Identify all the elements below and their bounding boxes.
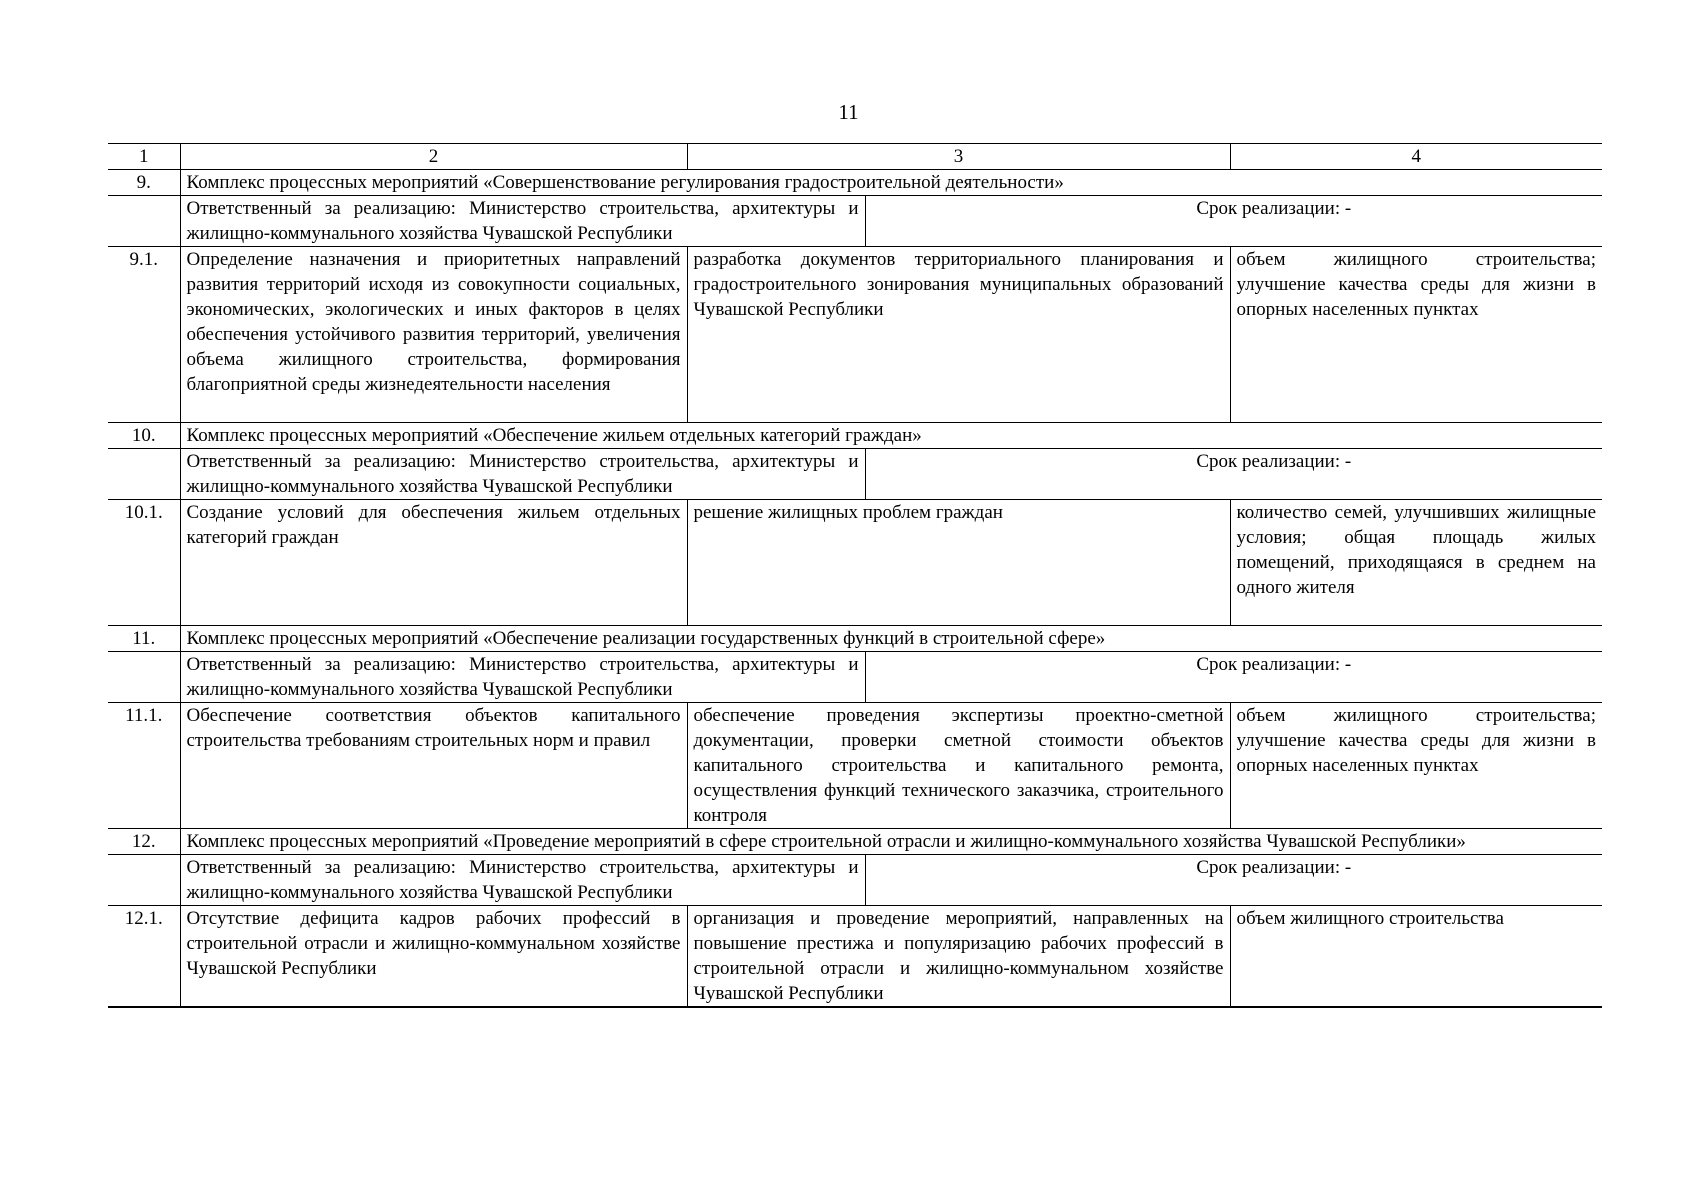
responsible-row [108,196,1602,247]
section-title-row [108,423,1602,449]
table-header-row [108,144,1602,170]
responsible-text: Ответственный за реализацию: Министерство строительства, архитектуры и жилищно-коммунального хозяйства Чувашской Республики [181,855,866,905]
indicator-cell: объем жилищного строительства; улучшение качества среды для жизни в опорных населенных пунктах [1230,247,1602,423]
indicator-cell: объем жилищного строительства [1230,906,1602,1008]
column-header-3: 3 [687,144,1230,170]
page-number: 11 [838,100,859,124]
term-text: Срок реализации: - [1196,198,1352,219]
responsible-row [108,652,1602,703]
effect-cell: разработка документов территориального планирования и градостроительного зонирования муниципальных образований Чувашской Республики [687,247,1230,423]
empty-cell [108,196,180,247]
section-number: 11. [108,626,180,652]
term-text: Срок реализации: - [1196,857,1352,878]
section-title-row [108,626,1602,652]
column-header-4: 4 [1230,144,1602,170]
responsible-text: Ответственный за реализацию: Министерство строительства, архитектуры и жилищно-коммунального хозяйства Чувашской Республики [181,449,866,499]
table-row [108,500,1602,626]
section-number: 9. [108,170,180,196]
section-title-row [108,829,1602,855]
table-row [108,703,1602,829]
responsible-row [108,449,1602,500]
responsible-cell [180,449,1602,500]
empty-cell [108,855,180,906]
term-text: Срок реализации: - [1196,451,1352,472]
section-number: 10. [108,423,180,449]
section-title: Комплекс процессных мероприятий «Обеспечение жильем отдельных категорий граждан» [180,423,1602,449]
task-cell: Отсутствие дефицита кадров рабочих профессий в строительной отрасли и жилищно-коммунальном хозяйстве Чувашской Республики [180,906,687,1008]
item-number: 10.1. [108,500,180,626]
responsible-row [108,855,1602,906]
responsible-text: Ответственный за реализацию: Министерство строительства, архитектуры и жилищно-коммунального хозяйства Чувашской Республики [181,652,866,702]
column-header-1: 1 [108,144,180,170]
responsible-cell [180,652,1602,703]
section-title: Комплекс процессных мероприятий «Совершенствование регулирования градостроительной деятельности» [180,170,1602,196]
indicator-cell: объем жилищного строительства; улучшение качества среды для жизни в опорных населенных пунктах [1230,703,1602,829]
responsible-text: Ответственный за реализацию: Министерство строительства, архитектуры и жилищно-коммунального хозяйства Чувашской Республики [181,196,866,246]
indicator-cell: количество семей, улучшивших жилищные условия; общая площадь жилых помещений, приходящаяся в среднем на одного жителя [1230,500,1602,626]
empty-cell [108,449,180,500]
item-number: 11.1. [108,703,180,829]
table-row [108,247,1602,423]
measures-table [108,143,1602,1008]
empty-cell [108,652,180,703]
section-title: Комплекс процессных мероприятий «Обеспечение реализации государственных функций в строительной сфере» [180,626,1602,652]
term-text: Срок реализации: - [1196,654,1352,675]
item-number: 9.1. [108,247,180,423]
task-cell: Определение назначения и приоритетных направлений развития территорий исходя из совокупности социальных, экономических, экологических и иных факторов в целях обеспечения устойчивого развития территорий, увеличения объема жилищного строительства, формирования благоприятной среды жизнедеятельности населения [180,247,687,423]
column-header-2: 2 [180,144,687,170]
task-cell: Создание условий для обеспечения жильем отдельных категорий граждан [180,500,687,626]
effect-cell: решение жилищных проблем граждан [687,500,1230,626]
section-title: Комплекс процессных мероприятий «Проведение мероприятий в сфере строительной отрасли и жилищно-коммунального хозяйства Чувашской Республики» [180,829,1602,855]
responsible-cell [180,855,1602,906]
table-row [108,906,1602,1008]
item-number: 12.1. [108,906,180,1008]
section-title-row [108,170,1602,196]
task-cell: Обеспечение соответствия объектов капитального строительства требованиям строительных норм и правил [180,703,687,829]
effect-cell: обеспечение проведения экспертизы проектно-сметной документации, проверки сметной стоимости объектов капитального строительства и капитального ремонта, осуществления функций технического заказчика, строительного контроля [687,703,1230,829]
responsible-cell [180,196,1602,247]
section-number: 12. [108,829,180,855]
effect-cell: организация и проведение мероприятий, направленных на повышение престижа и популяризацию рабочих профессий в строительной отрасли и жилищно-коммунальном хозяйстве Чувашской Республики [687,906,1230,1008]
